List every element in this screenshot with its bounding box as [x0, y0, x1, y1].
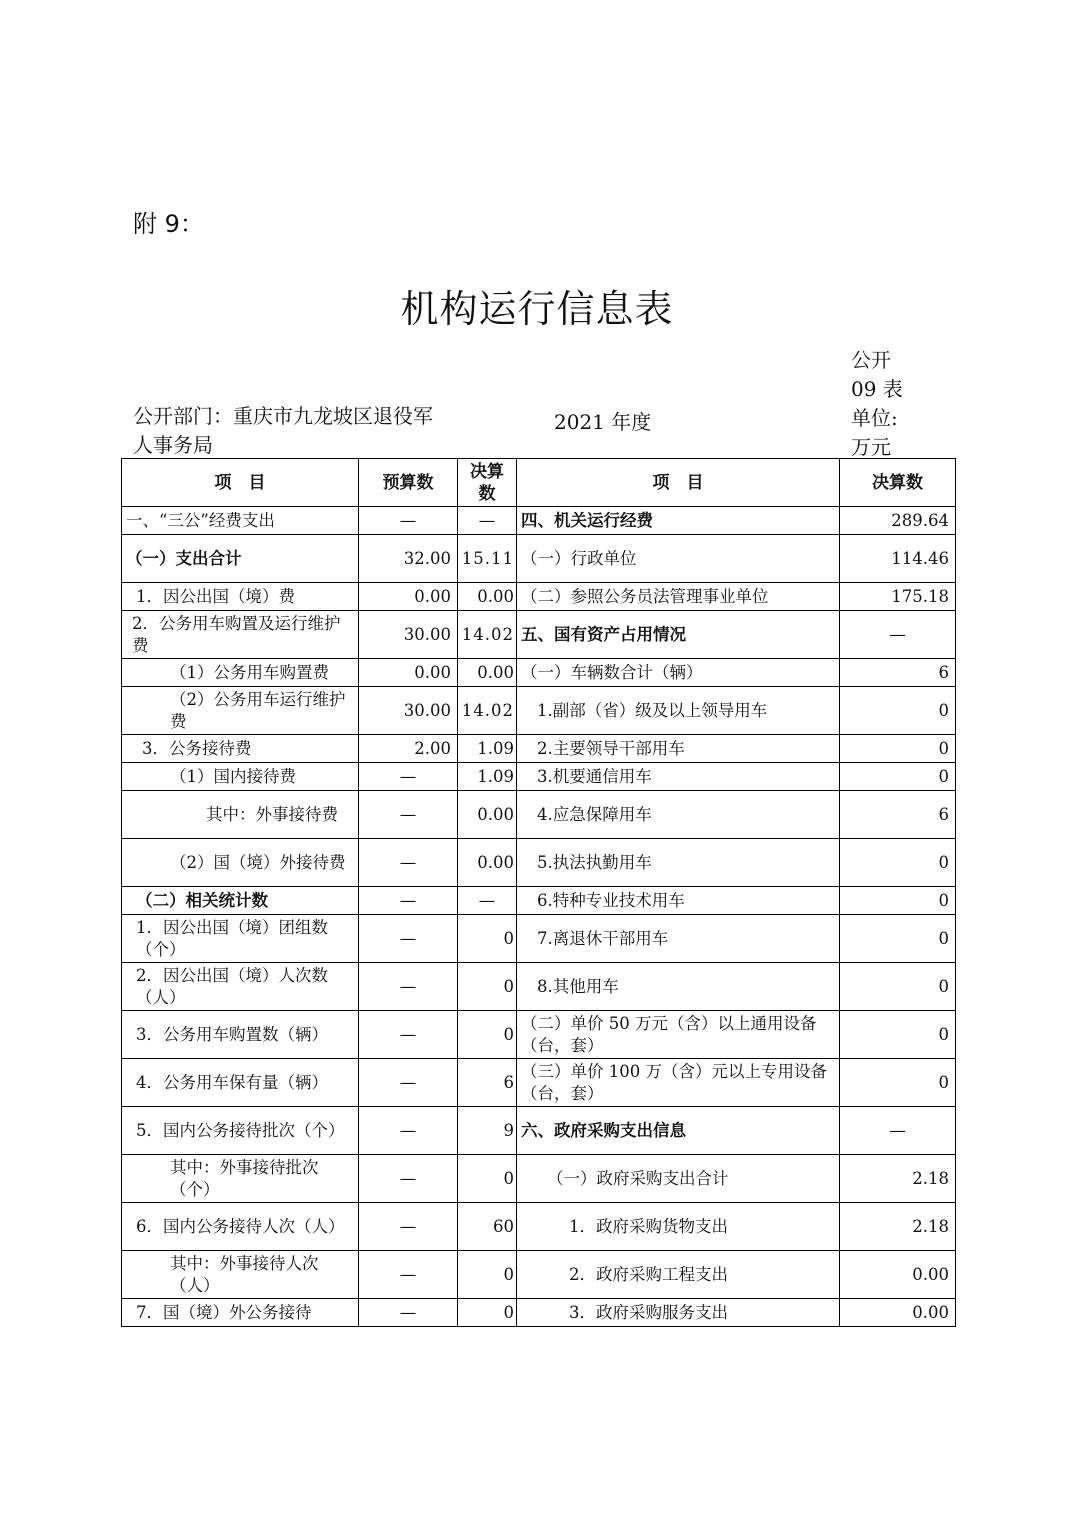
row-item-left: 2．因公出国（境）人次数（人）: [122, 963, 359, 1011]
row-item-left: 2．公务用车购置及运行维护费: [122, 611, 359, 659]
row-budget: —: [359, 1011, 458, 1059]
row-item-left: （一）支出合计: [122, 535, 359, 583]
row-actual: 0: [458, 1251, 517, 1299]
row-item-left: 7．国（境）外公务接待: [122, 1299, 359, 1327]
row-budget: —: [359, 1155, 458, 1203]
row-item-left: 1．因公出国（境）费: [122, 583, 359, 611]
row-item-right: 五、国有资产占用情况: [517, 611, 840, 659]
table-row: [122, 535, 956, 583]
row-item-right: （一）车辆数合计（辆）: [517, 659, 840, 687]
row-budget: 32.00: [359, 535, 458, 583]
table-row: [122, 1011, 956, 1059]
row-actual: 15.11: [458, 535, 517, 583]
table-row: [122, 611, 956, 659]
row-value-right: 0: [840, 735, 956, 763]
table-row: [122, 1107, 956, 1155]
row-item-left: 一、“三公”经费支出: [122, 507, 359, 535]
row-actual: 0: [458, 1299, 517, 1327]
row-budget: —: [359, 791, 458, 839]
row-item-right: 1.副部（省）级及以上领导用车: [517, 687, 840, 735]
row-item-right: （二）单价 50 万元（含）以上通用设备（台，套）: [517, 1011, 840, 1059]
row-item-left: 5．国内公务接待批次（个）: [122, 1107, 359, 1155]
header-item-left: 项 目: [122, 459, 359, 507]
page-title: 机构运行信息表: [400, 287, 674, 331]
table-row: [122, 887, 956, 915]
row-value-right: 0: [840, 1011, 956, 1059]
row-value-right: 0: [840, 915, 956, 963]
row-budget: —: [359, 507, 458, 535]
row-item-left: （2）公务用车运行维护费: [122, 687, 359, 735]
row-value-right: 6: [840, 791, 956, 839]
row-item-right: 5.执法执勤用车: [517, 839, 840, 887]
table-row: [122, 1203, 956, 1251]
row-value-right: —: [840, 611, 956, 659]
row-value-right: 175.18: [840, 583, 956, 611]
row-value-right: 0: [840, 887, 956, 915]
row-value-right: 0: [840, 839, 956, 887]
department: 公开部门：重庆市九龙坡区退役军人事务局: [133, 404, 433, 457]
row-item-right: 6.特种专业技术用车: [517, 887, 840, 915]
row-item-left: 其中：外事接待费: [122, 791, 359, 839]
row-budget: —: [359, 915, 458, 963]
row-item-left: 4．公务用车保有量（辆）: [122, 1059, 359, 1107]
table-row: [122, 1059, 956, 1107]
header-actual-right: 决算数: [840, 459, 956, 507]
row-item-right: 六、政府采购支出信息: [517, 1107, 840, 1155]
table-number: 公开 09 表: [851, 348, 903, 401]
fiscal-year: 2021 年度: [554, 410, 652, 434]
row-item-right: （二）参照公务员法管理事业单位: [517, 583, 840, 611]
row-value-right: 0: [840, 963, 956, 1011]
table-row: [122, 915, 956, 963]
row-actual: 0.00: [458, 583, 517, 611]
row-item-right: 8.其他用车: [517, 963, 840, 1011]
header-budget: 预算数: [359, 459, 458, 507]
table-row: [122, 1299, 956, 1327]
row-item-right: （一）行政单位: [517, 535, 840, 583]
row-budget: 0.00: [359, 659, 458, 687]
table-row: [122, 507, 956, 535]
header-item-right: 项 目: [517, 459, 840, 507]
row-actual: 60: [458, 1203, 517, 1251]
table-info: [851, 346, 911, 462]
row-budget: 30.00: [359, 687, 458, 735]
row-item-right: 2．政府采购工程支出: [517, 1251, 840, 1299]
row-item-left: （二）相关统计数: [122, 887, 359, 915]
row-item-left: 其中：外事接待批次（个）: [122, 1155, 359, 1203]
row-budget: —: [359, 1203, 458, 1251]
row-budget: —: [359, 963, 458, 1011]
row-value-right: 2.18: [840, 1203, 956, 1251]
row-budget: 30.00: [359, 611, 458, 659]
row-item-right: （三）单价 100 万（含）元以上专用设备（台，套）: [517, 1059, 840, 1107]
row-item-right: 3.机要通信用车: [517, 763, 840, 791]
row-value-right: 6: [840, 659, 956, 687]
row-actual: 0.00: [458, 659, 517, 687]
row-actual: —: [458, 887, 517, 915]
table-row: [122, 791, 956, 839]
unit-label: 单位:万元: [851, 406, 898, 459]
table-row: [122, 659, 956, 687]
row-value-right: 0: [840, 687, 956, 735]
row-item-right: 3．政府采购服务支出: [517, 1299, 840, 1327]
attachment-label: 附 9：: [133, 210, 204, 238]
table-row: [122, 583, 956, 611]
row-actual: 0.00: [458, 839, 517, 887]
table-row: [122, 687, 956, 735]
row-budget: —: [359, 1059, 458, 1107]
table-row: [122, 735, 956, 763]
row-budget: 2.00: [359, 735, 458, 763]
row-item-left: 6．国内公务接待人次（人）: [122, 1203, 359, 1251]
row-actual: 0.00: [458, 791, 517, 839]
table-row: [122, 1251, 956, 1299]
table-row: [122, 763, 956, 791]
table-row: [122, 963, 956, 1011]
row-value-right: 0: [840, 1059, 956, 1107]
row-item-left: 3．公务用车购置数（辆）: [122, 1011, 359, 1059]
row-actual: 6: [458, 1059, 517, 1107]
row-item-left: 3．公务接待费: [122, 735, 359, 763]
row-actual: 1.09: [458, 763, 517, 791]
row-value-right: —: [840, 1107, 956, 1155]
row-item-left: （1）公务用车购置费: [122, 659, 359, 687]
row-item-right: 7.离退休干部用车: [517, 915, 840, 963]
row-item-left: （2）国（境）外接待费: [122, 839, 359, 887]
row-value-right: 289.64: [840, 507, 956, 535]
header-row: [122, 459, 956, 507]
row-value-right: 0.00: [840, 1251, 956, 1299]
table-row: [122, 839, 956, 887]
row-item-right: 4.应急保障用车: [517, 791, 840, 839]
row-actual: 14.02: [458, 611, 517, 659]
row-item-right: 1．政府采购货物支出: [517, 1203, 840, 1251]
row-budget: 0.00: [359, 583, 458, 611]
row-value-right: 0.00: [840, 1299, 956, 1327]
row-budget: —: [359, 887, 458, 915]
row-item-right: （一）政府采购支出合计: [517, 1155, 840, 1203]
row-item-right: 四、机关运行经费: [517, 507, 840, 535]
row-budget: —: [359, 763, 458, 791]
row-item-left: 1．因公出国（境）团组数（个）: [122, 915, 359, 963]
row-item-right: 2.主要领导干部用车: [517, 735, 840, 763]
header-actual: 决算数: [458, 459, 517, 507]
row-budget: —: [359, 839, 458, 887]
row-value-right: 2.18: [840, 1155, 956, 1203]
info-table: [121, 458, 956, 1327]
row-budget: —: [359, 1107, 458, 1155]
row-value-right: 0: [840, 763, 956, 791]
row-actual: 0: [458, 1155, 517, 1203]
row-actual: 9: [458, 1107, 517, 1155]
row-actual: 1.09: [458, 735, 517, 763]
row-budget: —: [359, 1299, 458, 1327]
row-actual: 0: [458, 963, 517, 1011]
row-item-left: （1）国内接待费: [122, 763, 359, 791]
table-row: [122, 1155, 956, 1203]
row-actual: 0: [458, 915, 517, 963]
row-actual: 14.02: [458, 687, 517, 735]
row-item-left: 其中：外事接待人次（人）: [122, 1251, 359, 1299]
row-actual: —: [458, 507, 517, 535]
row-budget: —: [359, 1251, 458, 1299]
row-actual: 0: [458, 1011, 517, 1059]
row-value-right: 114.46: [840, 535, 956, 583]
